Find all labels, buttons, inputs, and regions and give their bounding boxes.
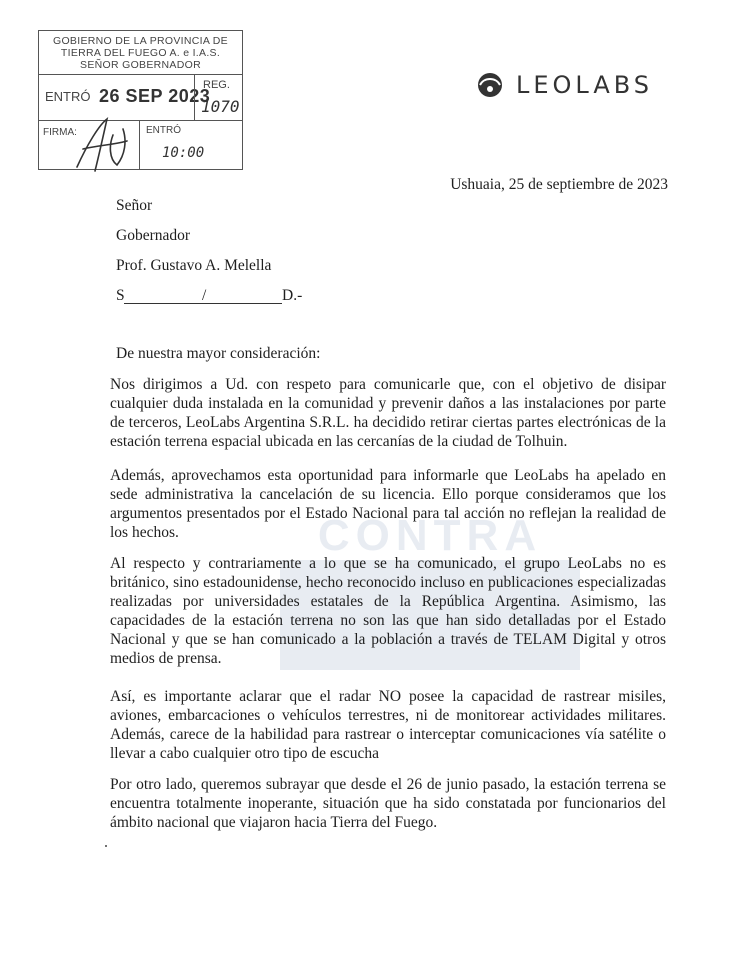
- stamp-signature-row: [39, 121, 242, 169]
- stamp-header: [39, 31, 242, 75]
- stray-mark: [105, 845, 107, 847]
- place-date: Ushuaia, 25 de septiembre de 2023: [450, 176, 668, 193]
- stamp-reg-label: REG.: [203, 79, 230, 91]
- stamp-firma-label: FIRMA:: [43, 127, 77, 138]
- leolabs-logo-text: LEOLABS: [516, 71, 654, 99]
- stamp-entro2-label: ENTRÓ: [146, 125, 181, 136]
- recipient-slash: /: [202, 287, 207, 304]
- recipient-line-2: Gobernador: [116, 227, 191, 244]
- handwritten-signature: [69, 115, 139, 175]
- greeting: De nuestra mayor consideración:: [116, 345, 321, 362]
- stamp-header-line2: TIERRA DEL FUEGO A. e I.A.S.: [60, 47, 221, 59]
- stamp-entro-label: ENTRÓ: [45, 89, 91, 104]
- paragraph-2: Además, aprovechamos esta oportunidad para informarle que LeoLabs ha apelado en sede administrativa la cancelación de su licencia. Ello porque consideramos que los argumentos presentados por el Estado Nacional para tal acción no reflejan la realidad de los hechos.: [110, 467, 666, 541]
- stamp-reg-box: [194, 75, 242, 121]
- recipient-s: S: [116, 287, 125, 304]
- recipient-d: D.-: [282, 287, 303, 304]
- stamp-reg-value: 1070: [201, 97, 240, 116]
- stamp-date: 26 SEP 2023: [99, 86, 211, 106]
- stamp-header-line3: SEÑOR GOBERNADOR: [80, 59, 201, 71]
- reception-stamp: [38, 30, 243, 170]
- leolabs-logo-icon: [476, 71, 504, 99]
- paragraph-5: Por otro lado, queremos subrayar que desde el 26 de junio pasado, la estación terrena se encuentra totalmente inoperante, situación que ha sido constatada por funcionarios del ámbito nacional que viajaron hacia Tierra del Fuego.: [110, 776, 666, 831]
- watermark-text: CONTRA: [317, 511, 543, 560]
- leolabs-logo: [476, 70, 653, 100]
- paragraph-3: Al respecto y contrariamente a lo que se ha comunicado, el grupo LeoLabs no es británico, sino estadounidense, hecho reconocido incluso en publicaciones especializadas realizadas por universidades estatales de la República Argentina. Asimismo, las capacidades de la estación terrena no son las que han sido detalladas por el Estado Nacional y que se han comunicado a la población a través de TELAM Digital y otros medios de prensa.: [110, 555, 666, 667]
- stamp-time-box: [139, 121, 242, 169]
- paragraph-1: Nos dirigimos a Ud. con respeto para comunicarle que, con el objetivo de disipar cualquier duda instalada en la comunidad y prevenir daños a las instalaciones por parte de terceros, LeoLabs Argentina S.R.L. ha decidido retirar ciertas partes electrónicas de la estación terrena espacial ubicada en las cercanías de la ciudad de Tolhuin.: [110, 376, 666, 450]
- stamp-entro2-value: 10:00: [162, 145, 205, 161]
- stamp-header-line1: GOBIERNO DE LA PROVINCIA DE: [53, 35, 228, 47]
- paragraph-4: Así, es importante aclarar que el radar NO posee la capacidad de rastrear misiles, aviones, embarcaciones o vehículos terrestres, ni de monitorear actividades militares. Además, carece de la habilidad para rastrear o interceptar comunicaciones vía satélite o llevar a cabo cualquier otro tipo de escucha: [110, 688, 666, 762]
- recipient-line-1: Señor: [116, 197, 153, 214]
- recipient-line-3: Prof. Gustavo A. Melella: [116, 257, 272, 274]
